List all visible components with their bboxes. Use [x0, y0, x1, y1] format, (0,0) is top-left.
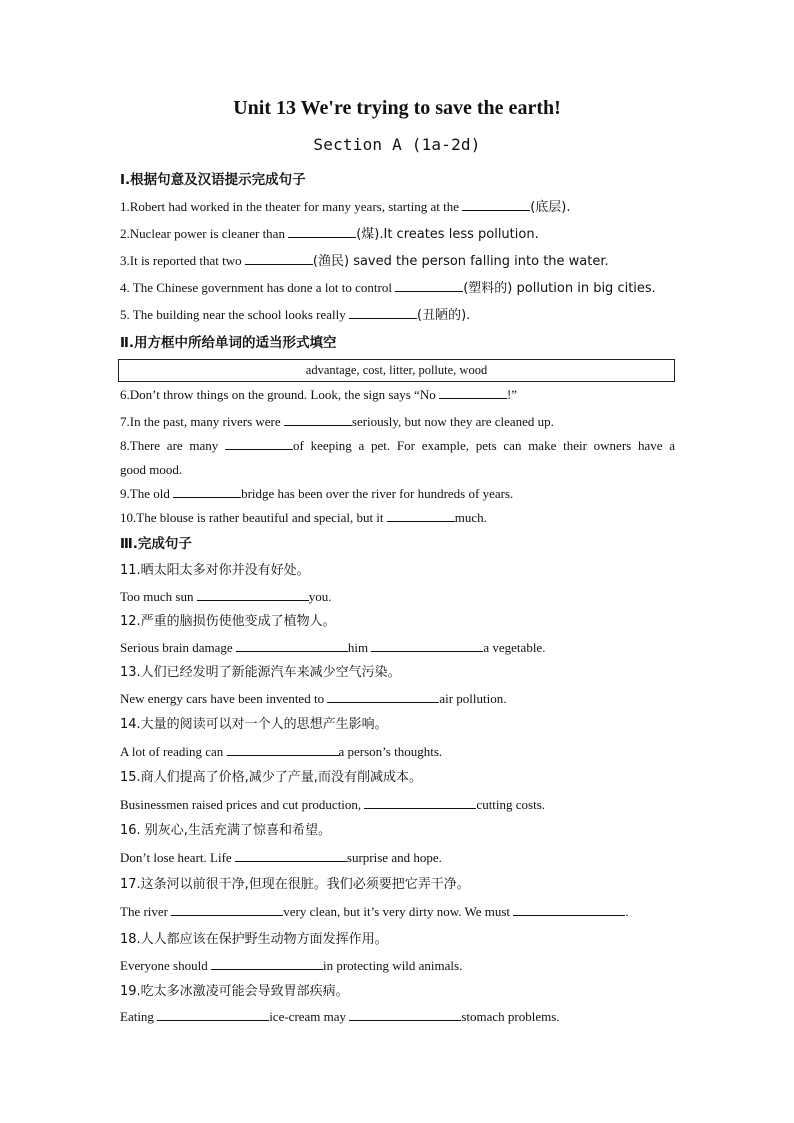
- answer-blank[interactable]: [387, 510, 455, 522]
- word-box: advantage, cost, litter, pollute, wood: [118, 359, 675, 382]
- answer-blank[interactable]: [157, 1009, 269, 1021]
- question-11-prompt: 11.晒太阳太多对你并没有好处。: [120, 563, 310, 578]
- question-16-sentence: Don’t lose heart. Life surprise and hope.: [120, 850, 442, 865]
- question-2: 2.Nuclear power is cleaner than (煤).It creates less pollution.: [120, 226, 539, 242]
- page-title: Unit 13 We're trying to save the earth!: [233, 97, 561, 119]
- question-4: 4. The Chinese government has done a lot to control (塑料的) pollution in big cities.: [120, 280, 656, 296]
- question-13-sentence: New energy cars have been invented to air pollution.: [120, 691, 507, 706]
- question-9: 9.The old bridge has been over the river for hundreds of years.: [120, 486, 514, 501]
- question-15-sentence: Businessmen raised prices and cut production, cutting costs.: [120, 797, 546, 812]
- part2-heading: Ⅱ.用方框中所给单词的适当形式填空: [120, 335, 337, 351]
- part3-heading: Ⅲ.完成句子: [120, 536, 192, 552]
- question-19-sentence: Eating ice-cream may stomach problems.: [120, 1009, 560, 1024]
- answer-blank[interactable]: [288, 226, 356, 238]
- answer-blank[interactable]: [236, 640, 348, 652]
- question-13-prompt: 13.人们已经发明了新能源汽车来减少空气污染。: [120, 665, 401, 680]
- question-7: 7.In the past, many rivers were seriously, but now they are cleaned up.: [120, 414, 554, 429]
- question-11-sentence: Too much sun you.: [120, 589, 332, 604]
- question-16-prompt: 16. 别灰心,生活充满了惊喜和希望。: [120, 823, 331, 838]
- answer-blank[interactable]: [439, 387, 507, 399]
- question-3: 3.It is reported that two (渔民) saved the person falling into the water.: [120, 253, 609, 269]
- answer-blank[interactable]: [349, 307, 417, 319]
- answer-blank[interactable]: [225, 438, 293, 450]
- section-subtitle: Section A (1a-2d): [313, 135, 481, 154]
- question-12-sentence: Serious brain damage him a vegetable.: [120, 640, 546, 655]
- answer-blank[interactable]: [211, 958, 323, 970]
- question-14-sentence: A lot of reading can a person’s thoughts.: [120, 744, 443, 759]
- part1-heading: Ⅰ.根据句意及汉语提示完成句子: [120, 172, 306, 188]
- question-18-prompt: 18.人人都应该在保护野生动物方面发挥作用。: [120, 932, 388, 947]
- question-19-prompt: 19.吃太多冰激凌可能会导致胃部疾病。: [120, 984, 349, 999]
- answer-blank[interactable]: [245, 253, 313, 265]
- answer-blank[interactable]: [462, 199, 530, 211]
- answer-blank[interactable]: [284, 414, 352, 426]
- answer-blank[interactable]: [171, 904, 283, 916]
- answer-blank[interactable]: [371, 640, 483, 652]
- answer-blank[interactable]: [173, 486, 241, 498]
- answer-blank[interactable]: [349, 1009, 461, 1021]
- question-8: 8.There are many of keeping a pet. For example, pets can make their owners have a: [120, 438, 675, 453]
- question-12-prompt: 12.严重的脑损伤使他变成了植物人。: [120, 614, 336, 629]
- question-8-continued: good mood.: [120, 462, 183, 477]
- answer-blank[interactable]: [513, 904, 625, 916]
- question-6: 6.Don’t throw things on the ground. Look, the sign says “No !”: [120, 387, 518, 402]
- answer-blank[interactable]: [395, 280, 463, 292]
- question-10: 10.The blouse is rather beautiful and special, but it much.: [120, 510, 487, 525]
- question-17-prompt: 17.这条河以前很干净,但现在很脏。我们必须要把它弄干净。: [120, 877, 470, 892]
- question-15-prompt: 15.商人们提高了价格,减少了产量,而没有削减成本。: [120, 770, 422, 785]
- question-14-prompt: 14.大量的阅读可以对一个人的思想产生影响。: [120, 717, 388, 732]
- question-17-sentence: The river very clean, but it’s very dirty now. We must .: [120, 904, 629, 919]
- answer-blank[interactable]: [327, 691, 439, 703]
- question-5: 5. The building near the school looks really (丑陋的).: [120, 307, 471, 323]
- question-1: 1.Robert had worked in the theater for many years, starting at the (底层).: [120, 199, 571, 215]
- question-18-sentence: Everyone should in protecting wild animals.: [120, 958, 463, 973]
- answer-blank[interactable]: [227, 744, 339, 756]
- answer-blank[interactable]: [197, 589, 309, 601]
- answer-blank[interactable]: [235, 850, 347, 862]
- answer-blank[interactable]: [364, 797, 476, 809]
